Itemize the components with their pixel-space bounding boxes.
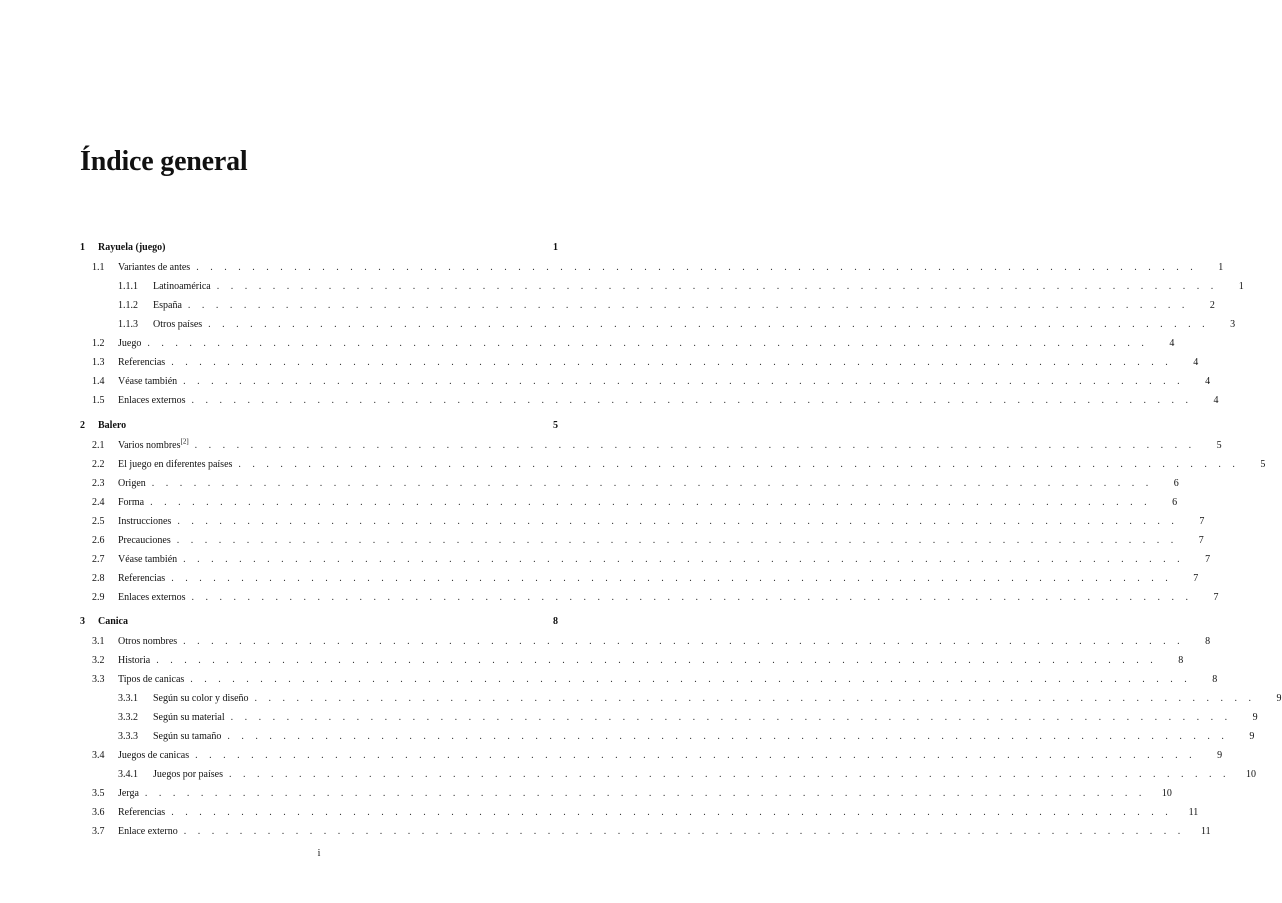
leader-dots: . . . . . . . . . . . . . . . . . . . . . . . . . . . . . . . . . . . . . . . . . . . . . . . . . . . . . . . . . . . . . . . . . . . . . . . . — [196, 262, 1198, 273]
toc-entry-3-3-3[interactable] — [118, 730, 1255, 744]
section-number: 1.2 — [92, 338, 105, 349]
page-number: 7 — [1198, 535, 1204, 546]
section-number: 3.6 — [92, 807, 105, 818]
toc-entry-2-3[interactable] — [92, 477, 1179, 491]
leader-dots: . . . . . . . . . . . . . . . . . . . . . . . . . . . . . . . . . . . . . . . . . . . . . . . . . . . . . . . . . . . . . . . . . . . . . . . . — [195, 750, 1197, 761]
leader-dots: . . . . . . . . . . . . . . . . . . . . . . . . . . . . . . . . . . . . . . . . . . . . . . . . . . . . . . . . . . . . . . . . . . . . . . . . — [229, 769, 1230, 780]
section-number: 3.3.1 — [118, 693, 138, 704]
leader-dots: . . . . . . . . . . . . . . . . . . . . . . . . . . . . . . . . . . . . . . . . . . . . . . . . . . . . . . . . . . . . . . . . . . . . . . . . — [254, 693, 1256, 704]
page-number: 8 — [1205, 636, 1211, 647]
chapter-title: Balero — [98, 420, 127, 431]
toc-entry-2-6[interactable] — [92, 534, 1204, 548]
toc-entry-1-3[interactable] — [92, 356, 1199, 370]
section-number: 1.1 — [92, 262, 105, 273]
toc-entry-1-1-2[interactable] — [118, 299, 1215, 313]
page-number: 7 — [1199, 516, 1205, 527]
page-number: 5 — [1260, 459, 1266, 470]
section-number: 3.4.1 — [118, 769, 138, 780]
toc-entry-3-3[interactable] — [92, 673, 1218, 687]
section-title: Según su color y diseño — [153, 693, 249, 704]
section-title: Juegos de canicas — [118, 750, 190, 761]
page-number: 8 — [1212, 674, 1218, 685]
section-title: Historia — [118, 655, 151, 666]
page-number: 1 — [553, 242, 558, 253]
toc-entry-2-7[interactable] — [92, 553, 1211, 567]
leader-dots: . . . . . . . . . . . . . . . . . . . . . . . . . . . . . . . . . . . . . . . . . . . . . . . . . . . . . . . . . . . . . . . . . . . . . . . . — [171, 807, 1173, 818]
toc-entry-3-2[interactable] — [92, 654, 1184, 668]
toc-entry-3-5[interactable] — [92, 787, 1172, 801]
toc-chapter-2[interactable] — [80, 419, 558, 433]
section-number: 1.5 — [92, 395, 105, 406]
leader-dots: . . . . . . . . . . . . . . . . . . . . . . . . . . . . . . . . . . . . . . . . . . . . . . . . . . . . . . . . . . . . . . . . . . . . . . . . — [144, 788, 1146, 799]
page-number: 5 — [1216, 440, 1222, 451]
section-number: 1.3 — [92, 357, 105, 368]
leader-dots: . . . . . . . . . . . . . . . . . . . . . . . . . . . . . . . . . . . . . . . . . . . . . . . . . . . . . . . . . . . . . . . . . . . . . . . . — [194, 440, 1196, 451]
footnote-ref: [2] — [180, 437, 189, 446]
page-number: 4 — [1205, 376, 1211, 387]
section-title: El juego en diferentes países — [118, 459, 233, 470]
toc-entry-1-1[interactable] — [92, 261, 1224, 275]
toc-entry-3-3-2[interactable] — [118, 711, 1258, 725]
section-title: Tipos de canicas — [118, 674, 185, 685]
section-title: Otros nombres — [118, 636, 178, 647]
page-number: 8 — [553, 616, 558, 627]
leader-dots: . . . . . . . . . . . . . . . . . . . . . . . . . . . . . . . . . . . . . . . . . . . . . . . . . . . . . . . . . . . . . . . . . . . . . . . . — [171, 573, 1173, 584]
section-number: 1.1.2 — [118, 300, 138, 311]
section-number: 1.1.3 — [118, 319, 138, 330]
chapter-number: 2 — [80, 420, 85, 431]
section-number: 2.3 — [92, 478, 105, 489]
section-title: Instrucciones — [118, 516, 172, 527]
section-title: Precauciones — [118, 535, 171, 546]
leader-dots: . . . . . . . . . . . . . . . . . . . . . . . . . . . . . . . . . . . . . . . . . . . . . . . . . . . . . . . . . . . . . . . . . . . . . . . . — [171, 357, 1173, 368]
page-number: 1 — [1238, 281, 1244, 292]
page-title: Índice general — [80, 146, 248, 177]
page-number: 8 — [1178, 655, 1184, 666]
toc-entry-3-3-1[interactable] — [118, 692, 1282, 706]
page-number: 10 — [1246, 769, 1256, 780]
section-title: Variantes de antes — [118, 262, 191, 273]
section-number: 3.1 — [92, 636, 105, 647]
section-number: 2.1 — [92, 440, 105, 451]
leader-dots: . . . . . . . . . . . . . . . . . . . . . . . . . . . . . . . . . . . . . . . . . . . . . . . . . . . . . . . . . . . . . . . . . . . . . . . . — [150, 497, 1152, 508]
leader-dots: . . . . . . . . . . . . . . . . . . . . . . . . . . . . . . . . . . . . . . . . . . . . . . . . . . . . . . . . . . . . . . . . . . . . . . . . — [183, 376, 1185, 387]
toc-entry-2-2[interactable] — [92, 458, 1266, 472]
page-number: 9 — [1249, 731, 1255, 742]
section-number: 2.9 — [92, 592, 105, 603]
section-number: 3.3.2 — [118, 712, 138, 723]
toc-entry-3-4-1[interactable] — [118, 768, 1256, 782]
section-title: Referencias — [118, 807, 166, 818]
page-number: 4 — [1169, 338, 1175, 349]
section-title: Juegos por países — [153, 769, 223, 780]
section-title: España — [153, 300, 182, 311]
page-number: 1 — [1218, 262, 1224, 273]
page-number: 6 — [1172, 497, 1178, 508]
chapter-number: 3 — [80, 616, 85, 627]
page-number: 5 — [553, 420, 558, 431]
section-title: Juego — [118, 338, 142, 349]
toc-entry-1-1-1[interactable] — [118, 280, 1244, 294]
page-number: 9 — [1252, 712, 1258, 723]
section-title: Jerga — [118, 788, 139, 799]
toc-entry-3-1[interactable] — [92, 635, 1211, 649]
section-number: 2.2 — [92, 459, 105, 470]
toc-chapter-1[interactable] — [80, 241, 558, 255]
chapter-number: 1 — [80, 242, 85, 253]
page-number: 9 — [1276, 693, 1282, 704]
section-number: 2.6 — [92, 535, 105, 546]
section-title: Enlaces externos — [118, 395, 186, 406]
section-number: 3.2 — [92, 655, 105, 666]
section-number: 3.3.3 — [118, 731, 138, 742]
section-title: Véase también — [118, 554, 178, 565]
page-number: 9 — [1217, 750, 1223, 761]
leader-dots: . . . . . . . . . . . . . . . . . . . . . . . . . . . . . . . . . . . . . . . . . . . . . . . . . . . . . . . . . . . . . . . . . . . . . . . . — [176, 535, 1178, 546]
section-number: 3.7 — [92, 826, 105, 837]
leader-dots: . . . . . . . . . . . . . . . . . . . . . . . . . . . . . . . . . . . . . . . . . . . . . . . . . . . . . . . . . . . . . . . . . . . . . . . . — [208, 319, 1210, 330]
section-number: 2.4 — [92, 497, 105, 508]
page-number: 3 — [1230, 319, 1236, 330]
leader-dots: . . . . . . . . . . . . . . . . . . . . . . . . . . . . . . . . . . . . . . . . . . . . . . . . . . . . . . . . . . . . . . . . . . . . . . . . — [230, 712, 1232, 723]
page-number: 2 — [1209, 300, 1215, 311]
section-number: 3.4 — [92, 750, 105, 761]
leader-dots: . . . . . . . . . . . . . . . . . . . . . . . . . . . . . . . . . . . . . . . . . . . . . . . . . . . . . . . . . . . . . . . . . . . . . . . . — [216, 281, 1218, 292]
page-number: 11 — [1201, 826, 1211, 837]
leader-dots: . . . . . . . . . . . . . . . . . . . . . . . . . . . . . . . . . . . . . . . . . . . . . . . . . . . . . . . . . . . . . . . . . . . . . . . . — [183, 826, 1185, 837]
page-number: 4 — [1213, 395, 1219, 406]
toc-entry-2-1[interactable] — [92, 437, 1222, 453]
toc-entry-1-1-3[interactable] — [118, 318, 1236, 332]
section-number: 2.5 — [92, 516, 105, 527]
section-title: Referencias — [118, 573, 166, 584]
page-number: 7 — [1213, 592, 1219, 603]
section-title: Véase también — [118, 376, 178, 387]
leader-dots: . . . . . . . . . . . . . . . . . . . . . . . . . . . . . . . . . . . . . . . . . . . . . . . . . . . . . . . . . . . . . . . . . . . . . . . . — [227, 731, 1229, 742]
leader-dots: . . . . . . . . . . . . . . . . . . . . . . . . . . . . . . . . . . . . . . . . . . . . . . . . . . . . . . . . . . . . . . . . . . . . . . . . — [187, 300, 1189, 311]
section-title: Forma — [118, 497, 145, 508]
leader-dots: . . . . . . . . . . . . . . . . . . . . . . . . . . . . . . . . . . . . . . . . . . . . . . . . . . . . . . . . . . . . . . . . . . . . . . . . — [190, 674, 1192, 685]
page-number: 6 — [1173, 478, 1179, 489]
page-number: 7 — [1205, 554, 1211, 565]
page-number: 7 — [1193, 573, 1199, 584]
toc-entry-2-4[interactable] — [92, 496, 1178, 510]
section-title: Enlaces externos — [118, 592, 186, 603]
section-title: Enlace externo — [118, 826, 178, 837]
chapter-title: Canica — [98, 616, 128, 627]
section-number: 3.3 — [92, 674, 105, 685]
section-title: Latinoamérica — [153, 281, 211, 292]
toc-entry-3-6[interactable] — [92, 806, 1199, 820]
section-number: 2.7 — [92, 554, 105, 565]
toc-entry-1-5[interactable] — [92, 394, 1219, 408]
section-number: 1.4 — [92, 376, 105, 387]
leader-dots: . . . . . . . . . . . . . . . . . . . . . . . . . . . . . . . . . . . . . . . . . . . . . . . . . . . . . . . . . . . . . . . . . . . . . . . . — [183, 554, 1185, 565]
toc-entry-1-4[interactable] — [92, 375, 1211, 389]
section-number: 3.5 — [92, 788, 105, 799]
leader-dots: . . . . . . . . . . . . . . . . . . . . . . . . . . . . . . . . . . . . . . . . . . . . . . . . . . . . . . . . . . . . . . . . . . . . . . . . — [156, 655, 1158, 666]
section-title: Referencias — [118, 357, 166, 368]
footer-page-number: i — [317, 848, 321, 859]
page-number: 10 — [1161, 788, 1172, 799]
toc-entry-2-5[interactable] — [92, 515, 1205, 529]
toc-entry-2-8[interactable] — [92, 572, 1199, 586]
leader-dots: . . . . . . . . . . . . . . . . . . . . . . . . . . . . . . . . . . . . . . . . . . . . . . . . . . . . . . . . . . . . . . . . . . . . . . . . — [151, 478, 1153, 489]
leader-dots: . . . . . . . . . . . . . . . . . . . . . . . . . . . . . . . . . . . . . . . . . . . . . . . . . . . . . . . . . . . . . . . . . . . . . . . . — [238, 459, 1240, 470]
leader-dots: . . . . . . . . . . . . . . . . . . . . . . . . . . . . . . . . . . . . . . . . . . . . . . . . . . . . . . . . . . . . . . . . . . . . . . . . — [191, 395, 1193, 406]
section-title: Varios nombres[2] — [118, 437, 189, 451]
leader-dots: . . . . . . . . . . . . . . . . . . . . . . . . . . . . . . . . . . . . . . . . . . . . . . . . . . . . . . . . . . . . . . . . . . . . . . . . — [191, 592, 1193, 603]
toc-entry-3-7[interactable] — [92, 825, 1211, 839]
section-title: Otros países — [153, 319, 203, 330]
toc-entry-1-2[interactable] — [92, 337, 1175, 351]
toc-entry-3-4[interactable] — [92, 749, 1223, 763]
section-number: 2.8 — [92, 573, 105, 584]
page-number: 4 — [1193, 357, 1199, 368]
section-title: Según su material — [153, 712, 225, 723]
toc-entry-2-9[interactable] — [92, 591, 1219, 605]
section-title: Según su tamaño — [153, 731, 222, 742]
leader-dots: . . . . . . . . . . . . . . . . . . . . . . . . . . . . . . . . . . . . . . . . . . . . . . . . . . . . . . . . . . . . . . . . . . . . . . . . — [147, 338, 1149, 349]
section-number: 1.1.1 — [118, 281, 138, 292]
toc-chapter-3[interactable] — [80, 615, 558, 629]
page-number: 11 — [1188, 807, 1199, 818]
leader-dots: . . . . . . . . . . . . . . . . . . . . . . . . . . . . . . . . . . . . . . . . . . . . . . . . . . . . . . . . . . . . . . . . . . . . . . . . — [183, 636, 1185, 647]
section-title: Origen — [118, 478, 146, 489]
chapter-title: Rayuela (juego) — [98, 242, 166, 253]
leader-dots: . . . . . . . . . . . . . . . . . . . . . . . . . . . . . . . . . . . . . . . . . . . . . . . . . . . . . . . . . . . . . . . . . . . . . . . . — [177, 516, 1179, 527]
